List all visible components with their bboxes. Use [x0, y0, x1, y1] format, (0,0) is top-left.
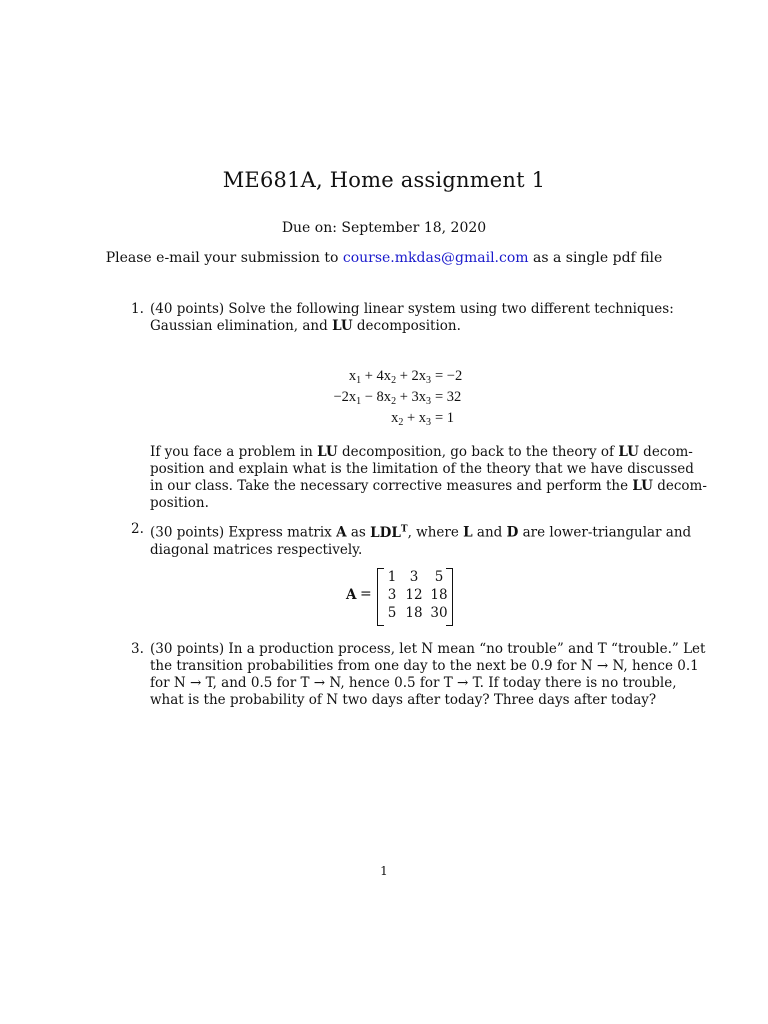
- matrix-a-label: A: [346, 587, 357, 603]
- q3-line-3: for N → T, and 0.5 for T → N, hence 0.5 for T → T. If today there is no trouble,: [150, 675, 677, 691]
- q1-follow-line-2: position and explain what is the limitation of the theory that we have discussed: [150, 461, 694, 477]
- q1-intro-text: Gaussian elimination, and: [150, 318, 328, 334]
- equation-2-rhs: = 32: [435, 389, 462, 405]
- q2-text-e: are lower-triangular and: [522, 524, 692, 541]
- q2-d-bold: D: [506, 524, 519, 541]
- q2-transpose: T: [400, 524, 408, 534]
- matrix-a: [377, 568, 453, 626]
- equation-1-lhs: $x_1 + 4x_2 + 2x_3$: [348, 368, 431, 386]
- equation-system: [0, 368, 768, 434]
- q2-ldl: LDL: [370, 524, 401, 541]
- q3-line-1: (30 points) In a production process, let N mean “no trouble” and T “trouble.” Let: [150, 641, 706, 657]
- q1-follow-line-3: [150, 478, 707, 495]
- q2-line-2: diagonal matrices respectively.: [150, 541, 363, 558]
- q2-line-1: [150, 521, 692, 542]
- question-2-number: 2.: [131, 521, 144, 537]
- equation-row-3: [0, 410, 768, 430]
- q3-line-4: what is the probability of N two days after today? Three days after today?: [150, 692, 657, 708]
- matrix-cell: 1: [387, 569, 397, 585]
- q1-follow-lu-3: LU: [632, 478, 653, 494]
- equation-2-lhs: $-2x_1 - 8x_2 + 3x_3$: [333, 389, 431, 407]
- q1-intro-line-2: [150, 318, 653, 335]
- q1-follow-line-4: position.: [150, 495, 209, 511]
- equation-3-rhs: = 1: [435, 410, 455, 426]
- q1-follow-text-a: If you face a problem in: [150, 444, 313, 460]
- q2-ldlt: [370, 525, 407, 541]
- question-1-followup: [150, 444, 707, 512]
- question-2: [131, 521, 692, 559]
- q2-text-c: , where: [407, 524, 459, 541]
- q1-follow-text-e: decom-: [657, 478, 707, 494]
- q3-line-2: the transition probabilities from one day to the next be 0.9 for N → N, hence 0.1: [150, 658, 699, 674]
- q1-intro-text-end: decomposition.: [356, 318, 461, 334]
- question-1: [131, 301, 674, 335]
- submission-instructions: [0, 250, 768, 266]
- matrix-cell: 3: [387, 587, 397, 603]
- matrix-cell: 3: [409, 569, 419, 585]
- q1-follow-text-b: decomposition, go back to the theory of: [342, 444, 615, 460]
- page-number: 1: [380, 864, 388, 878]
- matrix-equation: [344, 568, 464, 626]
- q2-text-d: and: [476, 524, 503, 541]
- q2-l-bold: L: [463, 524, 473, 541]
- matrix-cell: 12: [405, 587, 423, 603]
- matrix-cell: 18: [405, 605, 423, 621]
- q1-lu-bold: LU: [332, 318, 353, 334]
- matrix-cell: 18: [430, 587, 448, 603]
- q2-text-b: as: [350, 524, 366, 541]
- q2-text-a: (30 points) Express matrix: [150, 524, 332, 541]
- matrix-equals: =: [360, 586, 372, 602]
- q1-follow-text-c: decom-: [643, 444, 693, 460]
- question-3-number: 3.: [131, 641, 144, 657]
- q1-intro-line-1: (40 points) Solve the following linear system using two different techniques:: [150, 301, 674, 317]
- document-title: ME681A, Home assignment 1: [222, 168, 546, 192]
- q2-matrix-a-bold: A: [336, 524, 347, 541]
- equation-1-rhs: = −2: [435, 368, 463, 384]
- q1-follow-lu-2: LU: [618, 444, 639, 460]
- equation-row-2: [0, 389, 768, 409]
- due-date: Due on: September 18, 2020: [281, 220, 487, 236]
- matrix-cell: 30: [430, 605, 448, 621]
- q1-follow-text-d: in our class. Take the necessary corrective measures and perform the: [150, 478, 629, 494]
- question-3: [131, 641, 706, 709]
- submission-suffix: as a single pdf file: [533, 250, 663, 266]
- q1-follow-line-1: [150, 444, 693, 461]
- submission-prefix: Please e-mail your submission to: [105, 250, 339, 266]
- email-link[interactable]: course.mkdas@gmail.com: [342, 250, 529, 266]
- question-1-number: 1.: [131, 301, 144, 317]
- equation-row-1: [0, 368, 768, 388]
- equation-3-lhs: $x_2 + x_3$: [391, 410, 431, 428]
- q1-follow-lu-1: LU: [317, 444, 338, 460]
- matrix-cell: 5: [434, 569, 444, 585]
- matrix-cell: 5: [387, 605, 397, 621]
